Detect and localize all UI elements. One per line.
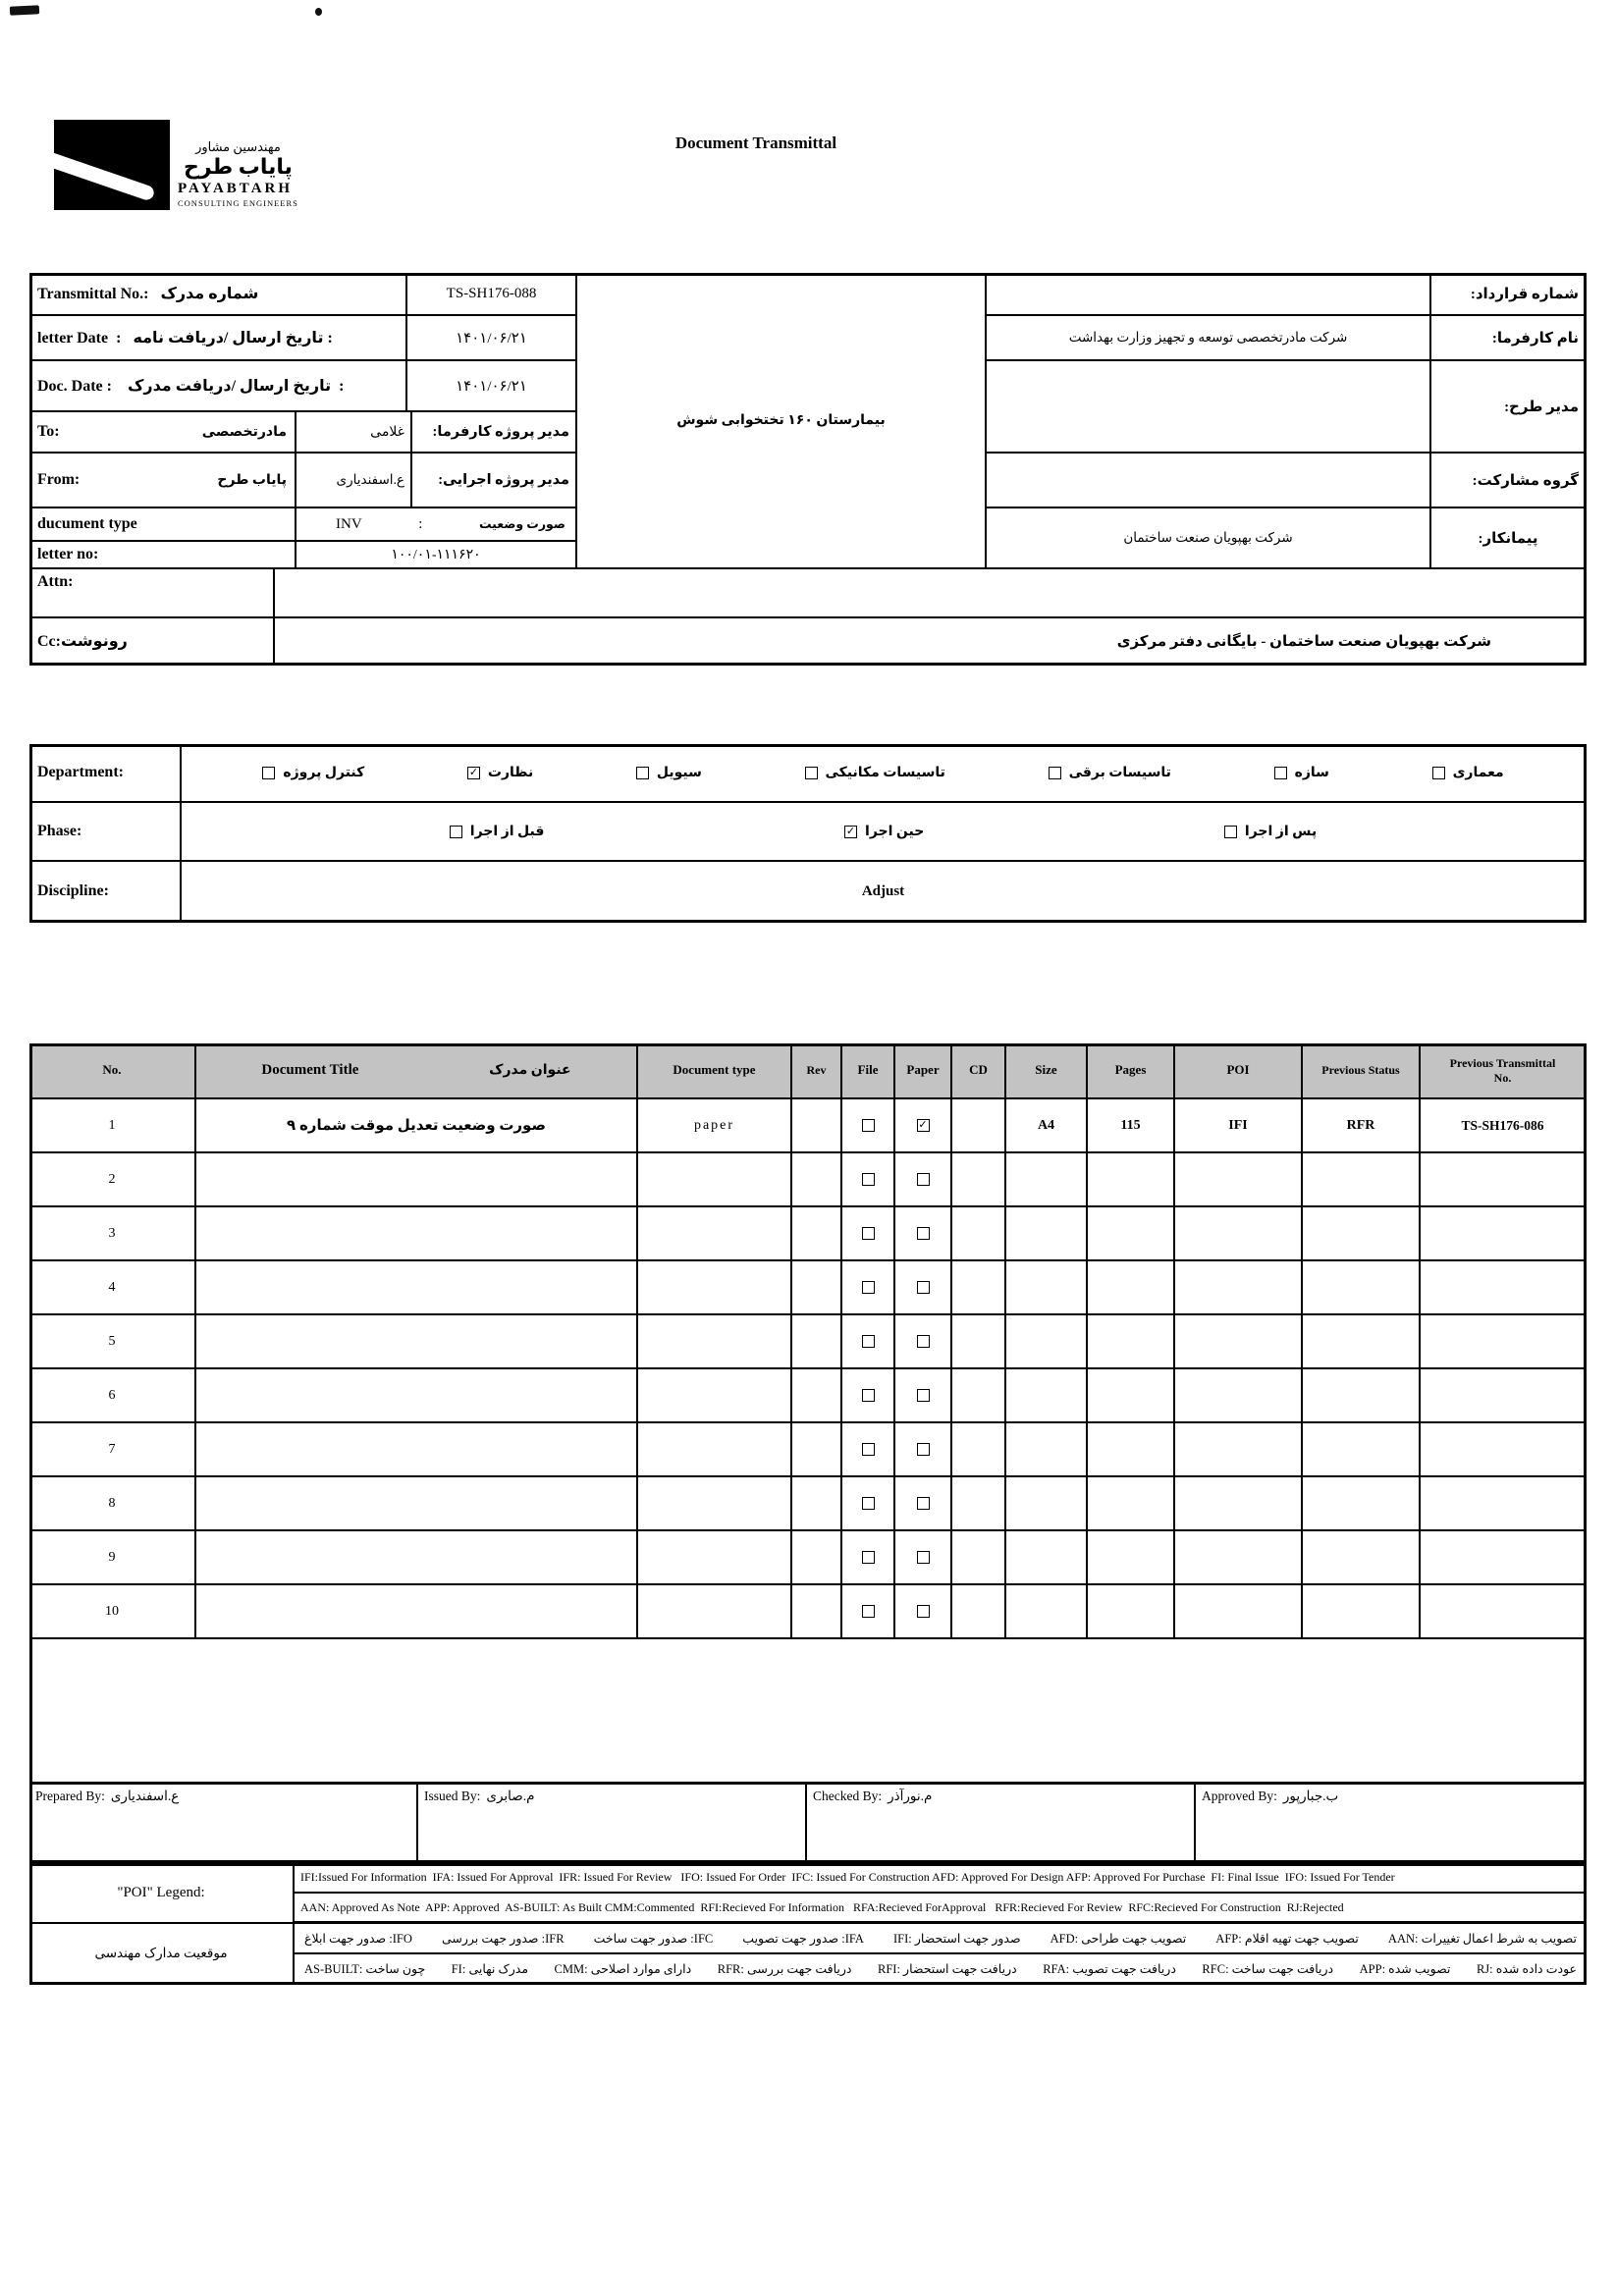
file-checkbox-icon[interactable]: [862, 1227, 875, 1240]
cell-file: [842, 1585, 895, 1639]
cell-no: 10: [29, 1585, 196, 1639]
approved-by-value: ب.جبارپور: [1282, 1789, 1339, 1803]
cell-title: [196, 1369, 638, 1423]
file-checkbox-icon[interactable]: [862, 1119, 875, 1132]
cell-no: 2: [29, 1153, 196, 1207]
poi-legend-label: "POI" Legend:: [29, 1863, 295, 1924]
cell-prev-transmittal: [1421, 1423, 1587, 1477]
transmittal-no-value: TS-SH176-088: [407, 273, 577, 316]
cell-paper: [895, 1153, 952, 1207]
department-options: [182, 744, 1587, 803]
issued-by-label: Issued By:: [424, 1789, 481, 1803]
cell-prev-status: [1303, 1315, 1421, 1369]
cell-prev-transmittal: [1421, 1585, 1587, 1639]
checkbox-icon[interactable]: [636, 767, 649, 779]
file-checkbox-icon[interactable]: [862, 1173, 875, 1186]
paper-checkbox-icon[interactable]: [917, 1605, 930, 1618]
checkbox-icon[interactable]: [262, 767, 275, 779]
cell-pages: [1088, 1315, 1175, 1369]
legend-item: دارای موارد اصلاحی :CMM: [554, 1961, 692, 1976]
checked-by-cell: [807, 1785, 1196, 1863]
jv-value: [987, 454, 1431, 508]
cell-prev-transmittal: [1421, 1477, 1587, 1531]
cell-prev-status: [1303, 1423, 1421, 1477]
document-type-row: [296, 508, 577, 542]
legend-item: دریافت جهت تصویب :RFA: [1043, 1961, 1176, 1976]
table-row: [29, 1207, 1587, 1261]
col-title: [196, 1043, 638, 1099]
prepared-by-value: ع.اسفندیاری: [110, 1789, 180, 1803]
cell-size: [1006, 1369, 1088, 1423]
contractor-label: پیمانکار:: [1431, 508, 1587, 569]
cell-size: [1006, 1423, 1088, 1477]
cell-prev-status: [1303, 1153, 1421, 1207]
col-no: No.: [29, 1043, 196, 1099]
cell-size: [1006, 1477, 1088, 1531]
checkbox-icon[interactable]: [1049, 767, 1061, 779]
cell-title: صورت وضعیت تعدیل موقت شماره ۹: [196, 1099, 638, 1153]
col-rev: Rev: [792, 1043, 842, 1099]
scan-artifact: [10, 5, 39, 16]
cell-cd: [952, 1261, 1006, 1315]
option-label: سازه: [1294, 765, 1329, 780]
cell-rev: [792, 1585, 842, 1639]
col-paper: Paper: [895, 1043, 952, 1099]
cell-paper: [895, 1315, 952, 1369]
contractor-value: شرکت بهپویان صنعت ساختمان: [987, 508, 1431, 569]
page-title: Document Transmittal: [674, 133, 837, 152]
letter-no-value: ۱۰۰/۰۱-۱۱۱۶۲۰: [296, 542, 577, 569]
fa-legend-line1: [295, 1924, 1587, 1954]
contract-no-label: شماره قرارداد:: [1431, 273, 1587, 316]
cell-paper: [895, 1261, 952, 1315]
option-label: معماری: [1452, 765, 1504, 780]
cell-no: 7: [29, 1423, 196, 1477]
fa-legend-label: موقعیت مدارک مهندسی: [29, 1924, 295, 1985]
company-logo: [54, 120, 298, 210]
option-label: کنترل پروژه: [283, 765, 365, 780]
legend-item: صدور جهت استحضار :IFI: [892, 1931, 1021, 1946]
cell-rev: [792, 1315, 842, 1369]
col-file: File: [842, 1043, 895, 1099]
cell-file: [842, 1423, 895, 1477]
client-pm-label: مدیر پروژه کارفرما:: [412, 412, 577, 454]
poi-legend-en-line2: AAN: Approved As Note APP: Approved AS-BUILT: As Built CMM:Commented RFI:Recieved For Information RFA:Recieved ForApproval RFR:Recieved For Review RFC:Recieved For Construction RJ:Rejected: [295, 1894, 1587, 1924]
department-option: [1274, 765, 1329, 781]
cell-cd: [952, 1585, 1006, 1639]
cell-prev-status: [1303, 1477, 1421, 1531]
col-prev-status: Previous Status: [1303, 1043, 1421, 1099]
cell-title: [196, 1477, 638, 1531]
col-title-en: Document Title: [261, 1062, 359, 1079]
file-checkbox-icon[interactable]: [862, 1497, 875, 1510]
paper-checkbox-icon[interactable]: [917, 1389, 930, 1402]
cell-poi: [1175, 1207, 1303, 1261]
phase-option: [450, 824, 545, 840]
cell-prev-transmittal: [1421, 1369, 1587, 1423]
cell-poi: [1175, 1153, 1303, 1207]
remarks-area: [29, 1639, 1587, 1785]
cell-size: [1006, 1315, 1088, 1369]
jv-label: گروه مشارکت:: [1431, 454, 1587, 508]
cell-no: 6: [29, 1369, 196, 1423]
legend-item: IFR: صدور جهت بررسی: [441, 1931, 565, 1946]
legend-item: دریافت جهت بررسی :RFR: [717, 1961, 852, 1976]
cell-poi: IFI: [1175, 1099, 1303, 1153]
checkbox-icon[interactable]: [844, 826, 857, 838]
payabtarh-logo-icon: [54, 120, 170, 210]
from-row: [29, 454, 296, 508]
cell-rev: [792, 1531, 842, 1585]
exec-pm-value: ع.اسفندیاری: [296, 454, 412, 508]
cell-doc-type: [638, 1423, 792, 1477]
paper-checkbox-icon[interactable]: [917, 1281, 930, 1294]
cell-prev-status: [1303, 1531, 1421, 1585]
cell-rev: [792, 1207, 842, 1261]
cell-no: 3: [29, 1207, 196, 1261]
table-row: [29, 1423, 1587, 1477]
prepared-by-cell: [29, 1785, 418, 1863]
cell-size: [1006, 1261, 1088, 1315]
cell-paper: [895, 1477, 952, 1531]
paper-checkbox-icon[interactable]: [917, 1335, 930, 1348]
checked-by-value: م.نورآذر: [888, 1789, 933, 1803]
table-row: [29, 1369, 1587, 1423]
department-label: Department:: [29, 744, 182, 803]
checkbox-icon[interactable]: [450, 826, 462, 838]
cell-title: [196, 1261, 638, 1315]
col-doc-type: Document type: [638, 1043, 792, 1099]
legend-item: چون ساخت :AS-BUILT: [304, 1961, 426, 1976]
table-header-row: [29, 1043, 1587, 1099]
fa-legend-line2: [295, 1954, 1587, 1985]
to-label: To:: [37, 423, 60, 440]
legend-item: دریافت جهت استحضار :RFI: [878, 1961, 1017, 1976]
cell-rev: [792, 1477, 842, 1531]
cell-pages: [1088, 1369, 1175, 1423]
cell-cd: [952, 1099, 1006, 1153]
phase-options: [182, 803, 1587, 862]
cell-poi: [1175, 1585, 1303, 1639]
legend-item: تصویب به شرط اعمال تغییرات :AAN: [1387, 1931, 1577, 1946]
cell-no: 9: [29, 1531, 196, 1585]
cell-no: 5: [29, 1315, 196, 1369]
cell-file: [842, 1315, 895, 1369]
cell-rev: [792, 1261, 842, 1315]
brand-text: [178, 120, 298, 210]
cell-pages: [1088, 1207, 1175, 1261]
letter-no-label: letter no:: [29, 542, 296, 569]
transmittal-no-label: Transmittal No.: شماره مدرک: [29, 273, 407, 316]
contract-no-value: [987, 273, 1431, 316]
issued-by-value: م.صابری: [486, 1789, 535, 1803]
cell-cd: [952, 1477, 1006, 1531]
client-pm-value: غلامی: [296, 412, 412, 454]
table-row: [29, 1531, 1587, 1585]
col-cd: CD: [952, 1043, 1006, 1099]
table-row: [29, 1099, 1587, 1153]
issued-by-cell: [418, 1785, 807, 1863]
brand-en-sub: CONSULTING ENGINEERS: [178, 198, 298, 208]
prepared-by-label: Prepared By:: [35, 1789, 105, 1803]
cell-rev: [792, 1153, 842, 1207]
cell-doc-type: [638, 1315, 792, 1369]
cell-rev: [792, 1369, 842, 1423]
document-type-value: INV: [336, 515, 362, 532]
cell-cd: [952, 1369, 1006, 1423]
cell-doc-type: [638, 1153, 792, 1207]
legend-item: IFC: صدور جهت ساخت: [593, 1931, 714, 1946]
cell-size: [1006, 1585, 1088, 1639]
cell-cd: [952, 1315, 1006, 1369]
phase-option: [844, 824, 924, 840]
cell-poi: [1175, 1261, 1303, 1315]
cell-file: [842, 1099, 895, 1153]
table-body: [29, 1099, 1587, 1639]
table-row: [29, 1477, 1587, 1531]
documents-table: [29, 1043, 1587, 1639]
department-option: [1432, 765, 1504, 781]
cell-paper: [895, 1531, 952, 1585]
col-size: Size: [1006, 1043, 1088, 1099]
attn-value: [275, 569, 1587, 618]
cell-size: [1006, 1153, 1088, 1207]
project-name: بیمارستان ۱۶۰ تختخوابی شوش: [577, 273, 987, 569]
paper-checkbox-icon[interactable]: [917, 1497, 930, 1510]
brand-fa-name: پایاب طرح: [183, 154, 293, 180]
discipline-value: Adjust: [182, 862, 1587, 923]
cell-pages: [1088, 1153, 1175, 1207]
cell-prev-transmittal: [1421, 1315, 1587, 1369]
legend-item: IFO: صدور جهت ابلاغ: [304, 1931, 412, 1946]
cell-rev: [792, 1099, 842, 1153]
cell-doc-type: [638, 1261, 792, 1315]
table-row: [29, 1261, 1587, 1315]
client-value: شرکت مادرتخصصی توسعه و تجهیز وزارت بهداشت: [987, 316, 1431, 361]
design-manager-value: [987, 361, 1431, 454]
cell-prev-status: [1303, 1585, 1421, 1639]
cell-paper: [895, 1369, 952, 1423]
department-option: [805, 765, 945, 781]
cell-pages: [1088, 1477, 1175, 1531]
cell-prev-transmittal: TS-SH176-086: [1421, 1099, 1587, 1153]
doc-date-value: ۱۴۰۱/۰۶/۲۱: [407, 361, 577, 412]
cell-prev-status: [1303, 1369, 1421, 1423]
approved-by-cell: [1196, 1785, 1587, 1863]
cell-poi: [1175, 1531, 1303, 1585]
paper-checkbox-icon[interactable]: [917, 1551, 930, 1564]
cell-prev-transmittal: [1421, 1531, 1587, 1585]
col-poi: POI: [1175, 1043, 1303, 1099]
option-label: تاسیسات مکانیکی: [825, 765, 945, 780]
option-label: نظارت: [487, 765, 534, 780]
cell-file: [842, 1369, 895, 1423]
letter-date-label: letter Date : تاریخ ارسال /دریافت نامه :: [29, 316, 407, 361]
cell-doc-type: [638, 1585, 792, 1639]
cell-prev-status: [1303, 1261, 1421, 1315]
cell-title: [196, 1585, 638, 1639]
brand-fa-tagline: مهندسین مشاور: [195, 139, 281, 155]
attn-label: Attn:: [29, 569, 275, 618]
paper-checkbox-icon[interactable]: [917, 1443, 930, 1456]
from-label: From:: [37, 471, 81, 488]
legend-item: تصویب شده :APP: [1359, 1961, 1451, 1976]
cell-file: [842, 1261, 895, 1315]
letter-date-value: ۱۴۰۱/۰۶/۲۱: [407, 316, 577, 361]
cell-title: [196, 1315, 638, 1369]
cell-file: [842, 1531, 895, 1585]
cell-title: [196, 1153, 638, 1207]
legend-item: تصویب جهت تهیه اقلام :AFP: [1215, 1931, 1359, 1946]
col-title-fa: عنوان مدرک: [489, 1062, 571, 1078]
checkbox-icon[interactable]: [1274, 767, 1287, 779]
option-label: قبل از اجرا: [469, 824, 545, 839]
file-checkbox-icon[interactable]: [862, 1605, 875, 1618]
col-prev-transmittal: Previous Transmittal No.: [1421, 1043, 1587, 1099]
design-manager-label: مدیر طرح:: [1431, 361, 1587, 454]
cell-doc-type: [638, 1369, 792, 1423]
cell-paper: [895, 1423, 952, 1477]
cell-title: [196, 1423, 638, 1477]
table-row: [29, 1153, 1587, 1207]
file-checkbox-icon[interactable]: [862, 1281, 875, 1294]
cell-prev-transmittal: [1421, 1153, 1587, 1207]
approved-by-label: Approved By:: [1202, 1789, 1277, 1803]
legend-item: تصویب جهت طراحی :AFD: [1050, 1931, 1187, 1946]
phase-option: [1224, 824, 1317, 840]
col-pages: Pages: [1088, 1043, 1175, 1099]
option-label: تاسیسات برقی: [1068, 765, 1171, 780]
document-type-colon: :: [418, 515, 423, 532]
cell-size: [1006, 1531, 1088, 1585]
cell-doc-type: [638, 1477, 792, 1531]
cell-cd: [952, 1423, 1006, 1477]
cell-paper: [895, 1207, 952, 1261]
scan-artifact: [315, 8, 322, 16]
phase-label: Phase:: [29, 803, 182, 862]
cell-cd: [952, 1153, 1006, 1207]
cell-file: [842, 1477, 895, 1531]
document-type-fa: صورت وضعیت: [478, 517, 566, 531]
file-checkbox-icon[interactable]: [862, 1335, 875, 1348]
checkbox-icon[interactable]: [1224, 826, 1237, 838]
cell-poi: [1175, 1315, 1303, 1369]
file-checkbox-icon[interactable]: [862, 1443, 875, 1456]
option-label: سیویل: [656, 765, 702, 780]
department-option: [636, 765, 702, 781]
file-checkbox-icon[interactable]: [862, 1389, 875, 1402]
discipline-label: Discipline:: [29, 862, 182, 923]
cell-file: [842, 1207, 895, 1261]
paper-checkbox-icon[interactable]: [917, 1227, 930, 1240]
checked-by-label: Checked By:: [813, 1789, 883, 1803]
legend-item: IFA: صدور جهت تصویب: [742, 1931, 864, 1946]
option-label: حین اجرا: [865, 824, 925, 839]
cell-cd: [952, 1207, 1006, 1261]
option-label: پس از اجرا: [1244, 824, 1318, 839]
brand-en-name: PAYABTARH: [178, 180, 294, 196]
checkbox-icon[interactable]: [1432, 767, 1445, 779]
table-row: [29, 1585, 1587, 1639]
exec-pm-label: مدیر پروژه اجرایی:: [412, 454, 577, 508]
cell-size: [1006, 1207, 1088, 1261]
cell-poi: [1175, 1369, 1303, 1423]
poi-legend-en-line1: IFI:Issued For Information IFA: Issued For Approval IFR: Issued For Review IFO: Issued For Order IFC: Issued For Construction AFD: Approved For Design AFP: Approved For Purchase FI: Final Issue IFO: Issued For Tender: [295, 1863, 1587, 1894]
table-row: [29, 1315, 1587, 1369]
client-label: نام کارفرما:: [1431, 316, 1587, 361]
cell-paper: [895, 1099, 952, 1153]
to-row: [29, 412, 296, 454]
cell-doc-type: [638, 1531, 792, 1585]
department-option: [467, 765, 533, 781]
checkbox-icon[interactable]: [805, 767, 818, 779]
cell-pages: [1088, 1585, 1175, 1639]
department-option: [1049, 765, 1171, 781]
file-checkbox-icon[interactable]: [862, 1551, 875, 1564]
cell-prev-transmittal: [1421, 1261, 1587, 1315]
cell-pages: 115: [1088, 1099, 1175, 1153]
legend-item: عودت داده شده :RJ: [1476, 1961, 1577, 1976]
legend-item: مدرک نهایی :FI: [451, 1961, 529, 1976]
cell-size: A4: [1006, 1099, 1088, 1153]
cell-prev-transmittal: [1421, 1207, 1587, 1261]
cell-poi: [1175, 1477, 1303, 1531]
from-value: پایاب طرح: [217, 472, 287, 488]
paper-checkbox-icon[interactable]: [917, 1173, 930, 1186]
cell-rev: [792, 1423, 842, 1477]
document-type-label: ducument type: [29, 508, 296, 542]
cell-no: 4: [29, 1261, 196, 1315]
cell-pages: [1088, 1531, 1175, 1585]
cell-poi: [1175, 1423, 1303, 1477]
cc-label: Cc:رونوشت: [29, 618, 275, 666]
cc-value: شرکت بهپویان صنعت ساختمان - بایگانی دفتر مرکزی: [275, 618, 1587, 666]
paper-checkbox-icon[interactable]: [917, 1119, 930, 1132]
cell-title: [196, 1531, 638, 1585]
cell-prev-status: RFR: [1303, 1099, 1421, 1153]
legend-item: دریافت جهت ساخت :RFC: [1202, 1961, 1334, 1976]
cell-pages: [1088, 1423, 1175, 1477]
cell-pages: [1088, 1261, 1175, 1315]
cell-prev-status: [1303, 1207, 1421, 1261]
cell-file: [842, 1153, 895, 1207]
cell-no: 1: [29, 1099, 196, 1153]
cell-cd: [952, 1531, 1006, 1585]
doc-date-label: Doc. Date : تاریخ ارسال /دریافت مدرک :: [29, 361, 407, 412]
cell-title: [196, 1207, 638, 1261]
department-option: [262, 765, 364, 781]
cell-paper: [895, 1585, 952, 1639]
cell-doc-type: paper: [638, 1099, 792, 1153]
cell-doc-type: [638, 1207, 792, 1261]
cell-no: 8: [29, 1477, 196, 1531]
checkbox-icon[interactable]: [467, 767, 480, 779]
to-value: مادرتخصصی: [201, 424, 287, 440]
